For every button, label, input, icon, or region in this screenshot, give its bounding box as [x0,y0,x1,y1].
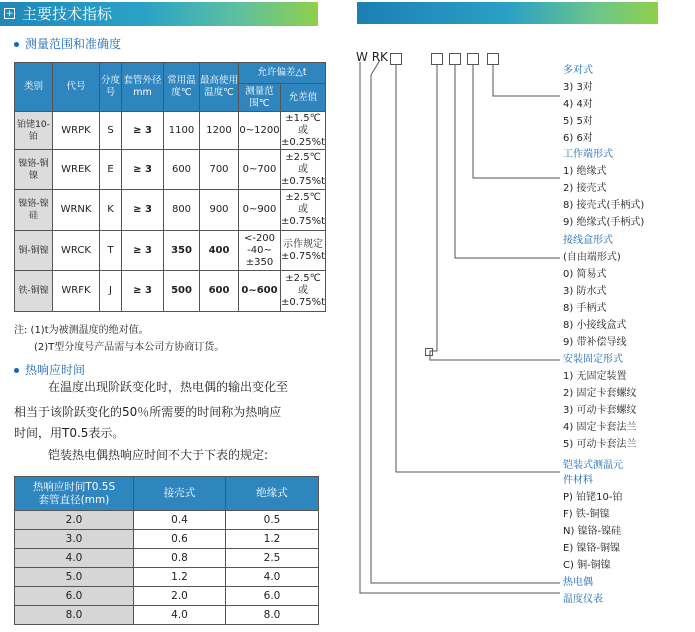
element-option: C) 铜-铜镍 [563,560,611,571]
spec-cell-category: 铂铑10-铂 [15,112,53,150]
spec-cell-code: WRCK [53,231,100,271]
spec-cell-category: 镍铬-铜镍 [15,150,53,190]
resp-cell-diameter: 2.0 [15,511,134,530]
resp-cell-insulated: 4.0 [226,568,319,587]
junction-box-option: 3) 防水式 [563,286,607,297]
mount-option: 5) 可动卡套法兰 [563,439,637,450]
spec-cell-range: 0~700 [239,150,281,190]
element-option: P) 铂铑10-铂 [563,492,623,503]
resp-header-line1: 热响应时间T0.5S [32,480,116,493]
element-option: E) 镍铬-铜镍 [563,543,621,554]
header-tolerance-value: 允差值 [281,84,326,112]
thermocouple-label: 热电偶 [563,577,593,588]
spec-cell-code: WREK [53,150,100,190]
paragraph-line-2: 相当于该阶跃变化的50％所需要的时间称为热响应 [14,405,282,419]
paragraph-line-3: 时间，用T0.5表示。 [14,426,125,440]
paragraph-line-4: 铠装热电偶热响应时间不大于下表的规定: [48,448,269,462]
spec-cell-tolerance: ±2.5℃ 或 ±0.75%t [281,190,326,231]
model-prefix-rk: RK [371,50,388,64]
spec-cell-max: 600 [200,271,239,312]
spec-cell-division: J [100,271,122,312]
spec-cell-category: 铜-铜镍 [15,231,53,271]
spec-cell-normal: 800 [164,190,200,231]
resp-cell-insulated: 1.2 [226,530,319,549]
spec-cell-max: 1200 [200,112,239,150]
plus-box-icon[interactable]: + [5,9,14,19]
mount-option: 2) 固定卡套螺纹 [563,388,637,399]
spec-cell-sheath: ≥ 3 [122,271,164,312]
spec-cell-code: WRPK [53,112,100,150]
mount-option: 3) 可动卡套螺纹 [563,405,637,416]
element-title-1: 铠装式测温元 [563,460,623,471]
spec-cell-division: S [100,112,122,150]
spec-cell-max: 900 [200,190,239,231]
resp-header-grounded: 接壳式 [134,477,226,511]
spec-cell-sheath: ≥ 3 [122,231,164,271]
resp-cell-grounded: 0.6 [134,530,226,549]
resp-cell-grounded: 0.4 [134,511,226,530]
element-title-2: 件材料 [563,475,593,486]
spec-cell-division: E [100,150,122,190]
spec-cell-sheath: ≥ 3 [122,150,164,190]
spec-cell-max: 700 [200,150,239,190]
junction-box-option: 8) 手柄式 [563,303,607,314]
spec-cell-category: 镍铬-镍硅 [15,190,53,231]
section-measurement-range-title: 测量范围和准确度 [25,37,122,51]
spec-cell-range: <-200 -40~ ±350 [239,231,281,271]
junction-box-option: (自由端形式) [563,252,621,263]
resp-cell-grounded: 0.8 [134,549,226,568]
note-2: (2)T型分度号产品需与本公司方协商订货。 [34,342,225,353]
resp-cell-diameter: 8.0 [15,606,134,625]
spec-cell-division: K [100,190,122,231]
end-type-title: 工作端形式 [563,149,613,160]
spec-cell-tolerance: ±2.5℃ 或 ±0.75%t [281,271,326,312]
resp-cell-diameter: 4.0 [15,549,134,568]
junction-box-option: 0) 简易式 [563,269,607,280]
junction-box-option: 9) 带补偿导线 [563,337,627,348]
pairs-option: 5) 5对 [563,116,593,127]
end-type-option: 1) 绝缘式 [563,166,607,177]
header-code: 代号 [53,63,100,112]
resp-cell-diameter: 5.0 [15,568,134,587]
pairs-option: 3) 3对 [563,82,593,93]
spec-cell-normal: 600 [164,150,200,190]
resp-cell-insulated: 8.0 [226,606,319,625]
mount-option: 4) 固定卡套法兰 [563,422,637,433]
spec-cell-max: 400 [200,231,239,271]
header-max-temp: 最高使用温度℃ [200,63,239,112]
resp-cell-grounded: 2.0 [134,587,226,606]
header-category: 类别 [15,63,53,112]
header-tolerance-group: 允许偏差△t [239,63,326,84]
element-option: F) 铁-铜镍 [563,509,610,520]
spec-cell-category: 铁-铜镍 [15,271,53,312]
resp-cell-grounded: 4.0 [134,606,226,625]
header-sheath: 套管外径mm [122,63,164,112]
spec-cell-tolerance: ±1.5℃ 或 ±0.25%t [281,112,326,148]
pairs-option: 4) 4对 [563,99,593,110]
pairs-title: 多对式 [563,65,593,76]
spec-cell-division: T [100,231,122,271]
element-option: N) 镍铬-镍硅 [563,526,622,537]
spec-cell-code: WRFK [53,271,100,312]
header-normal-temp: 常用温度℃ [164,63,200,112]
pairs-option: 6) 6对 [563,133,593,144]
end-type-option: 8) 接壳式(手柄式) [563,200,645,211]
junction-box-option: 8) 小接线盒式 [563,320,627,331]
mount-option: 1) 无固定装置 [563,371,627,382]
mount-title: 安装固定形式 [563,354,623,365]
resp-cell-diameter: 3.0 [15,530,134,549]
header-division: 分度号 [100,63,122,112]
resp-cell-insulated: 0.5 [226,511,319,530]
spec-cell-normal: 350 [164,231,200,271]
end-type-option: 9) 绝缘式(手柄式) [563,217,645,228]
resp-cell-diameter: 6.0 [15,587,134,606]
model-prefix-w: W [356,50,368,64]
resp-header-line2: 套管直径(mm) [38,493,110,506]
resp-cell-insulated: 2.5 [226,549,319,568]
section-header-title: 主要技术指标 [22,5,113,23]
spec-cell-range: 0~600 [239,271,281,312]
resp-cell-insulated: 6.0 [226,587,319,606]
spec-cell-range: 0~900 [239,190,281,231]
spec-cell-tolerance: 示作规定 ±0.75%t [281,231,326,271]
spec-cell-tolerance: ±2.5℃ 或 ±0.75%t [281,150,326,190]
resp-cell-grounded: 1.2 [134,568,226,587]
instrument-label: 温度仪表 [563,594,603,605]
spec-cell-code: WRNK [53,190,100,231]
junction-box-title: 接线盒形式 [563,235,613,246]
header-measure-range: 测量范围℃ [239,84,281,112]
end-type-option: 2) 接壳式 [563,183,607,194]
paragraph-line-1: 在温度出现阶跃变化时，热电偶的输出变化至 [48,380,289,394]
spec-cell-range: 0~1200 [239,112,281,150]
note-1: 注: (1)t为被测温度的绝对值。 [14,325,149,336]
section-response-time-title: 热响应时间 [25,363,86,377]
spec-cell-normal: 1100 [164,112,200,150]
spec-cell-sheath: ≥ 3 [122,190,164,231]
spec-cell-normal: 500 [164,271,200,312]
resp-header-insulated: 绝缘式 [226,477,319,511]
spec-cell-sheath: ≥ 3 [122,112,164,150]
